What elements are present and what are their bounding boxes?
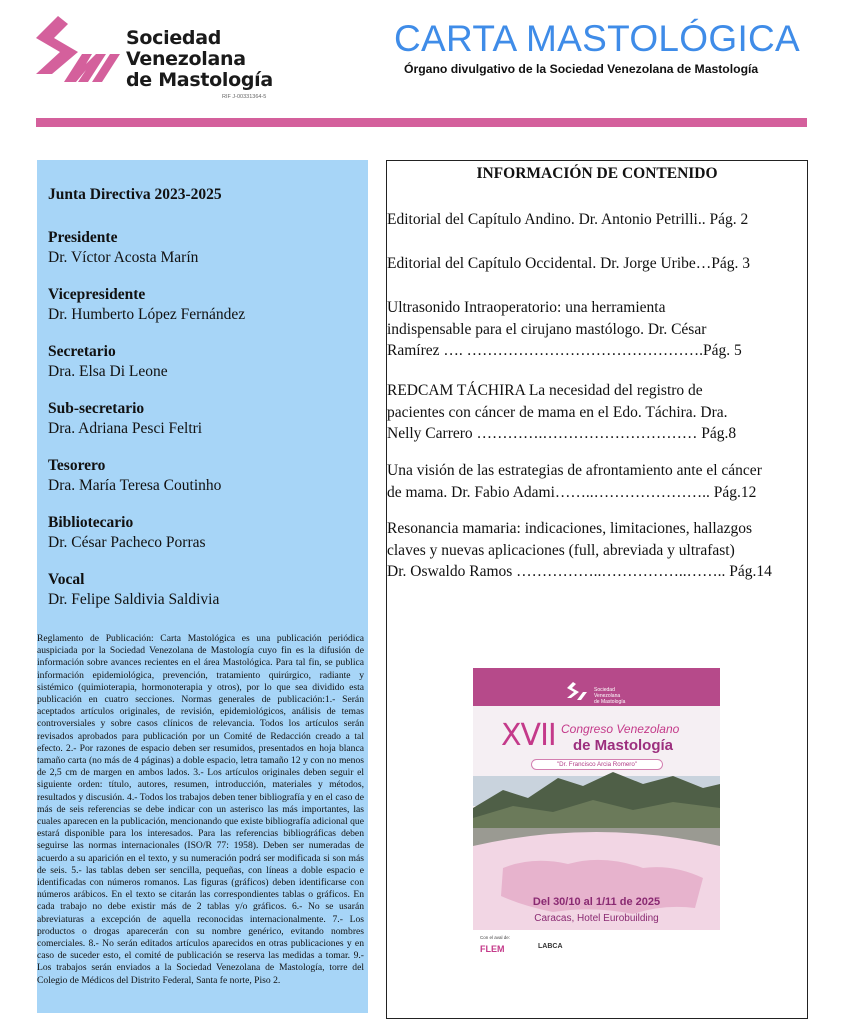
- poster-edition-number: XVII: [501, 718, 556, 753]
- role-title: Tesorero: [48, 457, 106, 474]
- role-title: Sub-secretario: [48, 400, 145, 417]
- role-sub-secretario: [48, 399, 202, 439]
- role-name: Dr. César Pacheco Porras: [48, 534, 206, 551]
- role-vicepresidente: [48, 285, 245, 325]
- poster-venue: Caracas, Hotel Eurobuilding: [534, 913, 659, 924]
- poster-congress-title: Congreso Venezolano: [561, 722, 680, 736]
- role-bibliotecario: [48, 513, 206, 553]
- role-title: Presidente: [48, 229, 118, 246]
- poster-society-line: Venezolana: [594, 693, 621, 699]
- society-logo: [30, 12, 122, 92]
- poster-labca-logo: LABCA: [538, 943, 563, 950]
- header-divider: [36, 118, 807, 127]
- toc-line: Editorial del Capítulo Occidental. Dr. Jorge Uribe…Pág. 3: [387, 255, 751, 272]
- toc-line: Ramírez …. ……………………………………….Pág. 5: [387, 342, 742, 359]
- congress-poster: [473, 668, 720, 960]
- toc-entry[interactable]: [387, 253, 807, 275]
- role-tesorero: [48, 456, 221, 496]
- role-name: Dra. Elsa Di Leone: [48, 363, 168, 380]
- journal-subtitle: Órgano divulgativo de la Sociedad Venezolana de Mastología: [404, 62, 759, 76]
- role-title: Bibliotecario: [48, 514, 134, 531]
- poster-dates: Del 30/10 al 1/11 de 2025: [532, 896, 661, 908]
- toc-entry[interactable]: [387, 380, 807, 445]
- society-name: [126, 28, 273, 91]
- role-secretario: [48, 342, 168, 382]
- toc-line: indispensable para el cirujano mastólogo. Dr. César: [387, 320, 707, 338]
- board-heading: Junta Directiva 2023-2025: [48, 186, 222, 203]
- contents-heading: INFORMACIÓN DE CONTENIDO: [476, 165, 718, 182]
- role-name: Dra. Adriana Pesci Feltri: [48, 420, 203, 437]
- role-name: Dr. Felipe Saldivia Saldivia: [48, 591, 220, 608]
- toc-line: Ultrasonido Intraoperatorio: una herramienta: [387, 299, 666, 316]
- toc-line: claves y nuevas aplicaciones (full, abreviada y ultrafast): [387, 541, 735, 559]
- poster-congress-subtitle: de Mastología: [573, 737, 674, 754]
- role-name: Dr. Víctor Acosta Marín: [48, 249, 199, 266]
- role-title: Vicepresidente: [48, 286, 146, 303]
- role-name: Dr. Humberto López Fernández: [48, 306, 246, 323]
- toc-entry[interactable]: [387, 209, 807, 231]
- board-panel: [37, 160, 368, 1013]
- toc-line: Nelly Carrero ………….………………………… Pág.8: [387, 425, 737, 442]
- toc-entry[interactable]: [387, 460, 807, 503]
- poster-society-name: [594, 687, 625, 705]
- role-vocal: [48, 570, 219, 610]
- society-name-line-3: de Mastología: [126, 69, 273, 91]
- publication-regulation: Reglamento de Publicación: Carta Mastológica es una publicación periódica auspiciada por la Sociedad Venezolana de Mastología cuyo fin es la difusión de información sobre avances recientes en el área Mastológica. Para tal fin, se publica información epidemiológica, prevención, tratamiento quirúrgico, radiante y sistémico (quimioterapia, hormonoterapia y otros), por lo que sea dividido esta publicación en cuatro secciones. Normas generales de publicación:1.- Serán aceptados artículos originales, de revisión, epidemiológicos, análisis de temas controversiales y sobre casos clínicos de relevancia. Todos los artículos serán revisados aprobados para publicación por un Comité de Redacción creado a tal efecto. 2.- Por razones de espacio deben ser resumidos, presentados en hoja blanca tamaño carta (no más de 4 páginas) a doble espacio, letra tamaño 12 y con no menos de 2,5 cm de margen en ambos lados. 3.- Los artículos originales deben seguir el siguiente orden: título, autores, resumen, introducción, materiales y métodos, resultados y discusión. 4.- Todos los trabajos deben tener bibliografía y en el caso de más de seis referencias se debe indicar con un asterisco las más importantes, las cuales aparecen en la publicación, mencionando que existe bibliografía adicional que estará disponible para los interesados. Para las referencias bibliográficas deben seguirse las normas internacionales (ISO/R 77: 1958). Deben ser numeradas de acuerdo a su aparición en el texto, y su numeración podrá ser modificada si son más de seis. 5.- las tablas deben ser sencilla, pequeñas, con líneas a doble espacio e identificadas con números romanos. Las figuras (gráficos) deben identificarse con números arábicos. En el texto se citarán las correspondientes tablas o gráficos. En cada trabajo no debe existir más de 2 tablas y/o gráficos. 6.- No se usarán abreviaturas a excepción de aquella reconocidas internacionalmente. 7.- Los productos o drogas aparecerán con su nombre genérico, evitando nombres comerciales. 8.- No serán editados artículos aparecidos en otras publicaciones y en caso de suceder esto, el comité de publicación se reserva las medidas a tomar. 9.- Los trabajos serán enviados a la Sociedad Venezolana de Mastología, torre del Colegio de Médicos del Distrito Federal, Santa fe norte, Piso 2.: [37, 633, 364, 986]
- poster-flem-logo: FLEM: [480, 944, 505, 954]
- society-name-line-1: Sociedad: [126, 27, 222, 49]
- toc-line: de mama. Dr. Fabio Adami……..………………….. Pág.12: [387, 483, 757, 501]
- toc-entry[interactable]: [387, 297, 807, 362]
- poster-honoree: "Dr. Francisco Arcia Romero": [531, 759, 663, 770]
- role-presidente: [48, 228, 198, 268]
- role-title: Secretario: [48, 343, 116, 360]
- role-name: Dra. María Teresa Coutinho: [48, 477, 222, 494]
- toc-entry[interactable]: [387, 518, 807, 583]
- toc-line: REDCAM TÁCHIRA La necesidad del registro de: [387, 382, 703, 399]
- society-name-line-2: Venezolana: [126, 48, 246, 70]
- toc-line: pacientes con cáncer de mama en el Edo. Táchira. Dra.: [387, 403, 728, 421]
- toc-line: Resonancia mamaria: indicaciones, limitaciones, hallazgos: [387, 520, 752, 537]
- journal-title: CARTA MASTOLÓGICA: [394, 18, 801, 59]
- toc-line: Dr. Oswaldo Ramos ……………..……………..…….. Pág.14: [387, 563, 772, 580]
- toc-line: Editorial del Capítulo Andino. Dr. Antonio Petrilli.. Pág. 2: [387, 211, 749, 228]
- role-title: Vocal: [48, 571, 85, 588]
- poster-society-line: Sociedad: [594, 687, 615, 693]
- poster-endorsement-label: Con el aval de:: [480, 935, 511, 940]
- poster-society-line: de Mastología: [594, 699, 626, 705]
- toc-line: Una visión de las estrategias de afrontamiento ante el cáncer: [387, 462, 762, 479]
- rif-number: RIF J-00331364-5: [222, 94, 267, 100]
